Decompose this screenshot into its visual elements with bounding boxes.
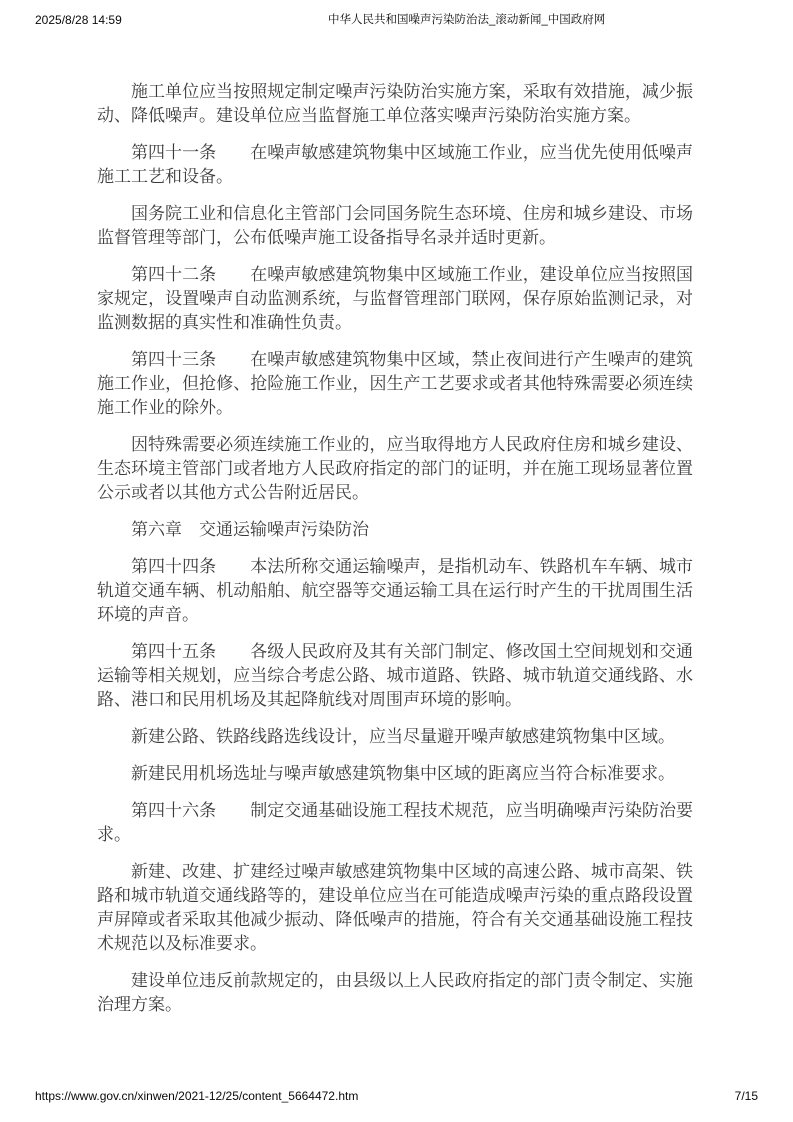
print-header-datetime: 2025/8/28 14:59: [35, 13, 122, 27]
law-paragraph: 第四十五条 各级人民政府及其有关部门制定、修改国土空间规划和交通运输等相关规划，应当综合考虑公路、城市道路、铁路、城市轨道交通线路、水路、港口和民用机场及其起降航线对周围声环境的影响。: [97, 642, 693, 709]
law-paragraph: 第四十二条 在噪声敏感建筑物集中区域施工作业，建设单位应当按照国家规定，设置噪声自动监测系统，与监督管理部门联网，保存原始监测记录，对监测数据的真实性和准确性负责。: [97, 265, 693, 332]
law-paragraph: 第四十六条 制定交通基础设施工程技术规范，应当明确噪声污染防治要求。: [97, 801, 693, 844]
print-footer-page-indicator: 7/15: [734, 1089, 758, 1103]
law-paragraph: 国务院工业和信息化主管部门会同国务院生态环境、住房和城乡建设、市场监督管理等部门，公布低噪声施工设备指导名录并适时更新。: [97, 204, 693, 247]
law-paragraph: 因特殊需要必须连续施工作业的，应当取得地方人民政府住房和城乡建设、生态环境主管部门或者地方人民政府指定的部门的证明，并在施工现场显著位置公示或者以其他方式公告附近居民。: [97, 435, 693, 502]
law-paragraph: 施工单位应当按照规定制定噪声污染防治实施方案，采取有效措施，减少振动、降低噪声。建设单位应当监督施工单位落实噪声污染防治实施方案。: [97, 82, 693, 125]
law-paragraph: 新建公路、铁路线路选线设计，应当尽量避开噪声敏感建筑物集中区域。: [131, 727, 675, 746]
chapter-heading: 第六章 交通运输噪声污染防治: [131, 520, 369, 539]
law-text-content: [97, 80, 693, 1030]
law-paragraph: 建设单位违反前款规定的，由县级以上人民政府指定的部门责令制定、实施治理方案。: [97, 971, 693, 1014]
print-header-document-title: 中华人民共和国噪声污染防治法_滚动新闻_中国政府网: [328, 14, 606, 26]
law-paragraph: 新建民用机场选址与噪声敏感建筑物集中区域的距离应当符合标准要求。: [131, 764, 675, 783]
law-paragraph: 第四十一条 在噪声敏感建筑物集中区域施工作业，应当优先使用低噪声施工工艺和设备。: [97, 143, 693, 186]
law-paragraph: 第四十三条 在噪声敏感建筑物集中区域，禁止夜间进行产生噪声的建筑施工作业，但抢修、抢险施工作业，因生产工艺要求或者其他特殊需要必须连续施工作业的除外。: [97, 350, 693, 417]
print-footer-source-url: https://www.gov.cn/xinwen/2021-12/25/content_5664472.htm: [35, 1089, 359, 1103]
law-paragraph: 新建、改建、扩建经过噪声敏感建筑物集中区域的高速公路、城市高架、铁路和城市轨道交通线路等的，建设单位应当在可能造成噪声污染的重点路段设置声屏障或者采取其他减少振动、降低噪声的措施，符合有关交通基础设施工程技术规范以及标准要求。: [97, 862, 693, 953]
law-paragraph: 第四十四条 本法所称交通运输噪声，是指机动车、铁路机车车辆、城市轨道交通车辆、机动船舶、航空器等交通运输工具在运行时产生的干扰周围生活环境的声音。: [97, 557, 693, 624]
